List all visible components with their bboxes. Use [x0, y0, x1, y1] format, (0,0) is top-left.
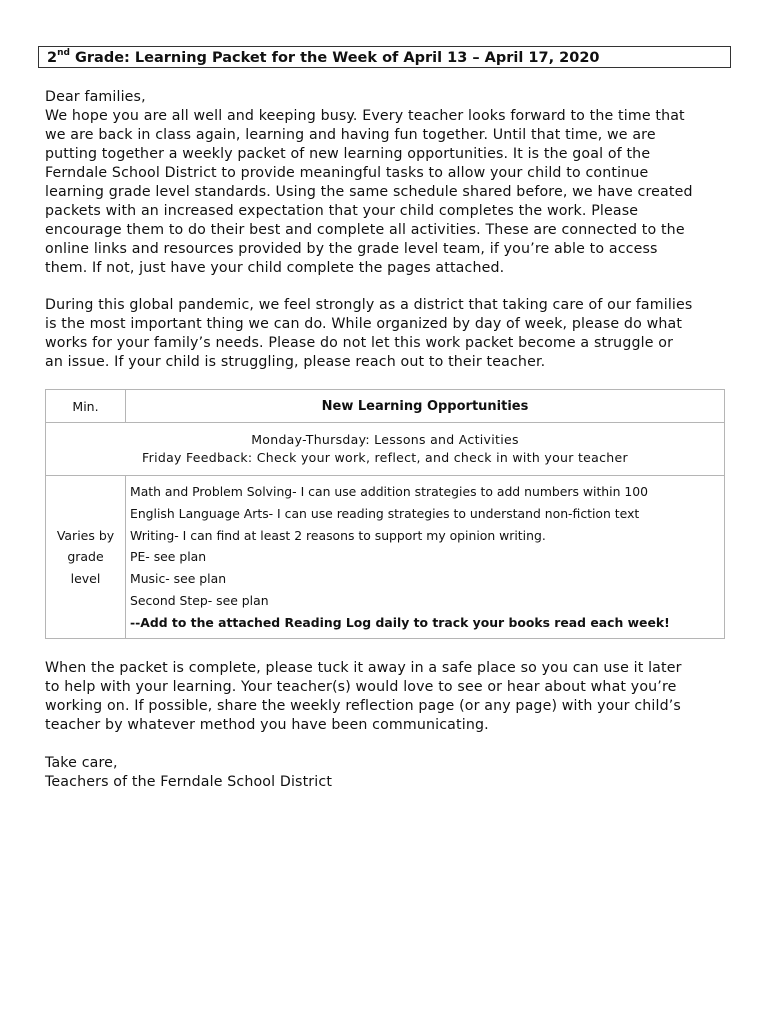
- varies-line: grade: [67, 549, 104, 565]
- para1-line: encourage them to do their best and complete all activities. These are connected to the: [45, 222, 685, 238]
- subject-ela: English Language Arts- I can use reading strategies to understand non-fiction text: [130, 505, 640, 521]
- subjects-cell: [126, 476, 725, 639]
- para3-line: to help with your learning. Your teacher(s) would love to see or hear about what you’re: [45, 679, 677, 695]
- subject-pe: PE- see plan: [130, 549, 207, 565]
- para1-line: putting together a weekly packet of new learning opportunities. It is the goal of the: [45, 146, 651, 162]
- table-row-schedule: [46, 423, 725, 476]
- title-suffix: nd: [57, 48, 70, 59]
- para1-line: online links and resources provided by the grade level team, if you’re able to access: [45, 241, 658, 257]
- para1-line: We hope you are all well and keeping busy. Every teacher looks forward to the time that: [45, 108, 685, 124]
- para1-line: packets with an increased expectation that your child completes the work. Please: [45, 203, 639, 219]
- column-header-min: Min.: [46, 390, 126, 423]
- para2-line: During this global pandemic, we feel strongly as a district that taking care of our families: [45, 297, 693, 313]
- para2-line: an issue. If your child is struggling, please reach out to their teacher.: [45, 354, 546, 370]
- para1-line: Ferndale School District to provide meaningful tasks to allow your child to continue: [45, 165, 649, 181]
- para3-line: teacher by whatever method you have been communicating.: [45, 717, 489, 733]
- para2-line: works for your family’s needs. Please do not let this work packet become a struggle or: [45, 335, 674, 351]
- para3-line: When the packet is complete, please tuck it away in a safe place so you can use it later: [45, 660, 682, 676]
- page-title: [38, 46, 731, 68]
- letter-intro: [45, 88, 735, 278]
- subject-writing: Writing- I can find at least 2 reasons to support my opinion writing.: [130, 527, 546, 543]
- subject-second-step: Second Step- see plan: [130, 592, 269, 608]
- letter-para2: [45, 296, 735, 372]
- title-grade: 2: [47, 50, 58, 66]
- learning-opportunities-table: [45, 389, 725, 639]
- varies-line: Varies by: [56, 527, 115, 543]
- signature: Teachers of the Ferndale School District: [45, 774, 333, 790]
- column-header-opportunities: New Learning Opportunities: [126, 390, 725, 423]
- schedule-cell: [46, 423, 725, 476]
- subject-music: Music- see plan: [130, 571, 227, 587]
- para2-line: is the most important thing we can do. While organized by day of week, please do what: [45, 316, 683, 332]
- title-rest: Grade: Learning Packet for the Week of April 13 – April 17, 2020: [69, 50, 600, 66]
- greeting: Dear families,: [45, 89, 146, 105]
- table-row-subjects: [46, 476, 725, 639]
- para1-line: them. If not, just have your child complete the pages attached.: [45, 260, 505, 276]
- para3-line: working on. If possible, share the weekly reflection page (or any page) with your child’s: [45, 698, 681, 714]
- schedule-weekdays: Monday-Thursday: Lessons and Activities: [251, 432, 519, 447]
- reading-log-note: --Add to the attached Reading Log daily to track your books read each week!: [130, 614, 670, 630]
- letter-para3: [45, 659, 735, 735]
- subject-math: Math and Problem Solving- I can use addition strategies to add numbers within 100: [130, 484, 649, 499]
- table-header-row: [46, 390, 725, 423]
- para1-line: we are back in class again, learning and having fun together. Until that time, we are: [45, 127, 656, 143]
- varies-line: level: [70, 570, 101, 586]
- letter-closing: [45, 754, 735, 792]
- para1-line: learning grade level standards. Using the same schedule shared before, we have created: [45, 184, 693, 200]
- schedule-friday: Friday Feedback: Check your work, reflect, and check in with your teacher: [142, 450, 628, 465]
- minutes-cell: [46, 476, 126, 639]
- closing: Take care,: [45, 755, 118, 771]
